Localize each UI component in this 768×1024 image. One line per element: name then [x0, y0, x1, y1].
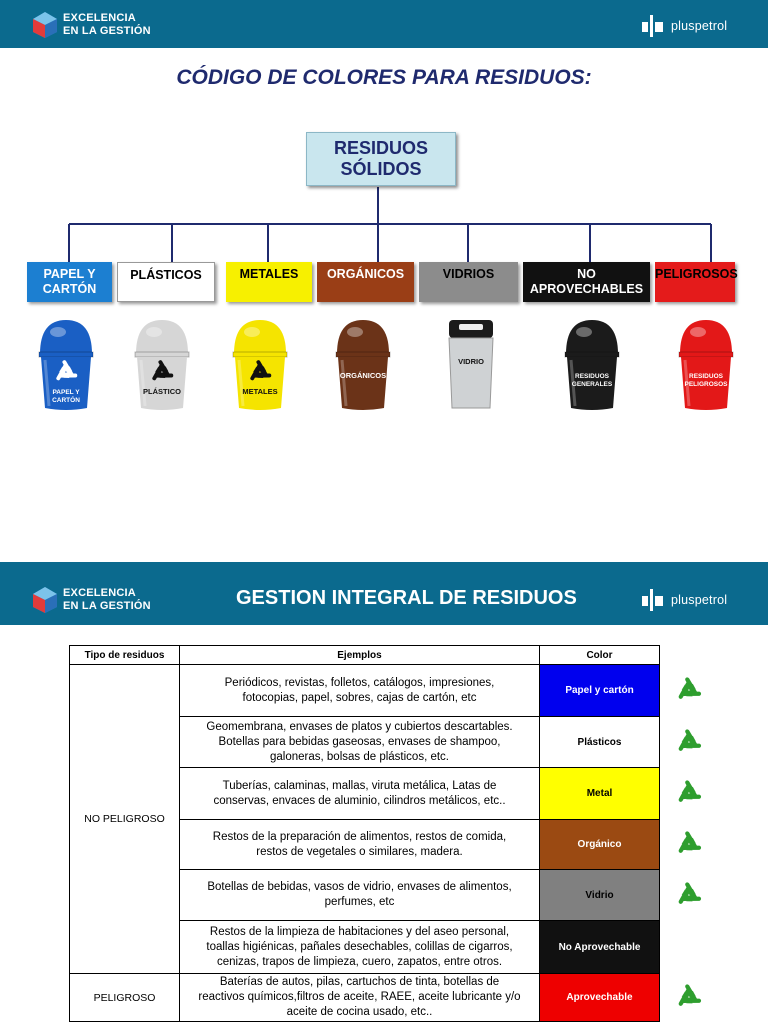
category-label: PELIGROSOS: [655, 267, 738, 281]
bin-label: PELIGROSOS: [684, 381, 728, 388]
color-cell: Plásticos: [540, 717, 660, 768]
color-cell: No Aprovechable: [540, 921, 660, 974]
example-line: galoneras, bolsas de plásticos, etc.: [270, 750, 449, 763]
examples-cell: [180, 768, 540, 820]
color-cell: Orgánico: [540, 820, 660, 870]
bin-label: PAPEL Y: [52, 389, 80, 396]
example-line: Geomembrana, envases de platos y cubiertos descartables.: [206, 720, 513, 733]
pluspetrol-mark-icon: [640, 587, 668, 613]
recycle-icon: [672, 776, 706, 810]
color-cell: Papel y cartón: [540, 665, 660, 717]
hexagon-logo-icon: [31, 11, 59, 39]
category-box: [117, 262, 215, 302]
header-type: Tipo de residuos: [70, 646, 180, 665]
root-line-2: SÓLIDOS: [340, 159, 422, 179]
pluspetrol-mark-icon: [640, 13, 668, 39]
table-header-row: [70, 646, 660, 665]
examples-cell: [180, 974, 540, 1022]
examples-cell: [180, 921, 540, 974]
color-cell: Metal: [540, 768, 660, 820]
color-cell: Vidrio: [540, 870, 660, 921]
pluspetrol-wordmark: pluspetrol: [671, 19, 728, 33]
header-color: Color: [540, 646, 660, 665]
category-label: VIDRIOS: [442, 267, 495, 281]
header-examples: Ejemplos: [180, 646, 540, 665]
example-line: aceite de cocina usado, etc..: [286, 1006, 433, 1018]
logo-line-2: EN LA GESTIÓN: [63, 600, 151, 612]
page-title: GESTION INTEGRAL DE RESIDUOS: [236, 587, 577, 609]
example-line: conservas, envaces de aluminio, cilindros metálicos, etc..: [213, 794, 506, 807]
excelencia-logo: [31, 11, 151, 41]
table-row: [70, 665, 660, 717]
waste-bin-icon: [562, 316, 622, 412]
examples-cell: [180, 717, 540, 768]
pluspetrol-logo: [640, 13, 750, 39]
waste-bin-icon: [230, 316, 290, 412]
example-line: Baterías de autos, pilas, cartuchos de tinta, botellas de: [219, 976, 500, 988]
table-row: [70, 974, 660, 1022]
examples-cell: [180, 870, 540, 921]
bin-label: METALES: [242, 387, 278, 396]
bin-label: ORGÁNICOS: [339, 371, 387, 380]
category-label: PAPEL Y: [43, 267, 96, 281]
type-cell: NO PELIGROSO: [70, 665, 180, 974]
bin-label: RESIDUOS: [575, 373, 609, 380]
category-box: [27, 262, 112, 302]
category-box: [655, 262, 738, 302]
example-line: Periódicos, revistas, folletos, catálogos, impresiones,: [224, 676, 495, 689]
recycle-icon: [672, 673, 706, 707]
bin-label: GENERALES: [571, 381, 613, 388]
bin-label: RESIDUOS: [689, 373, 723, 380]
example-line: Restos de la preparación de alimentos, restos de comida,: [212, 830, 507, 843]
pluspetrol-logo: [640, 587, 750, 613]
category-label: PLÁSTICOS: [130, 268, 202, 282]
pluspetrol-wordmark: pluspetrol: [671, 593, 728, 607]
page-title: CÓDIGO DE COLORES PARA RESIDUOS:: [176, 66, 592, 89]
examples-cell: [180, 820, 540, 870]
waste-bin-icon: [441, 316, 501, 412]
category-label: APROVECHABLES: [529, 282, 644, 296]
color-cell: Aprovechable: [540, 974, 660, 1022]
example-line: cenizas, trapos de limpieza, cuero, zapatos, entre otros.: [216, 955, 503, 968]
logo-line-2: EN LA GESTIÓN: [63, 25, 151, 37]
category-label: CARTÓN: [42, 282, 97, 296]
example-line: Botellas de bebidas, vasos de vidrio, envases de alimentos,: [207, 881, 512, 893]
category-box: [317, 262, 414, 302]
logo-line-1: EXCELENCIA: [63, 587, 136, 599]
example-line: fotocopias, papel, sobres, cajas de cartón, etc: [242, 691, 477, 704]
waste-bin-icon: [333, 316, 393, 412]
recycle-icon: [672, 980, 706, 1014]
excelencia-logo: [31, 586, 151, 616]
logo-line-1: EXCELENCIA: [63, 12, 136, 24]
recycle-icon: [672, 878, 706, 912]
root-line-1: RESIDUOS: [333, 138, 429, 158]
category-box: [419, 262, 518, 302]
bin-label: CARTÓN: [52, 397, 80, 404]
slide-waste-management: [0, 562, 768, 1024]
slide-header: [0, 562, 768, 625]
category-label: ORGÁNICOS: [326, 267, 405, 281]
category-label: METALES: [239, 267, 299, 281]
example-line: perfumes, etc: [324, 896, 395, 908]
example-line: Botellas para bebidas gaseosas, envases de shampoo,: [218, 735, 501, 748]
type-cell: PELIGROSO: [70, 974, 180, 1022]
category-label: NO: [577, 267, 596, 281]
example-line: restos de vegetales o similares, madera.: [256, 845, 463, 858]
recycle-icon: [672, 725, 706, 759]
waste-table: [69, 645, 660, 1022]
waste-bin-icon: [676, 316, 736, 412]
waste-bin-icon: [36, 316, 96, 412]
example-line: toallas higiénicas, pañales desechables, colillas de cigarros,: [206, 940, 513, 953]
category-box: [523, 262, 650, 302]
root-node-residuos-solidos: [306, 132, 456, 186]
bin-label: PLÁSTICO: [143, 387, 181, 396]
slide-header: [0, 0, 768, 48]
bin-label: VIDRIO: [458, 357, 484, 366]
example-line: reactivos químicos,filtros de aceite, RAEE, aceite lubricante y/o: [198, 991, 521, 1003]
waste-bin-icon: [132, 316, 192, 412]
recycle-icon: [672, 827, 706, 861]
category-box: [226, 262, 312, 302]
hexagon-logo-icon: [31, 586, 59, 614]
examples-cell: [180, 665, 540, 717]
example-line: Tuberías, calaminas, mallas, viruta metálica, Latas de: [222, 779, 497, 792]
example-line: Restos de la limpieza de habitaciones y del aseo personal,: [209, 925, 510, 938]
